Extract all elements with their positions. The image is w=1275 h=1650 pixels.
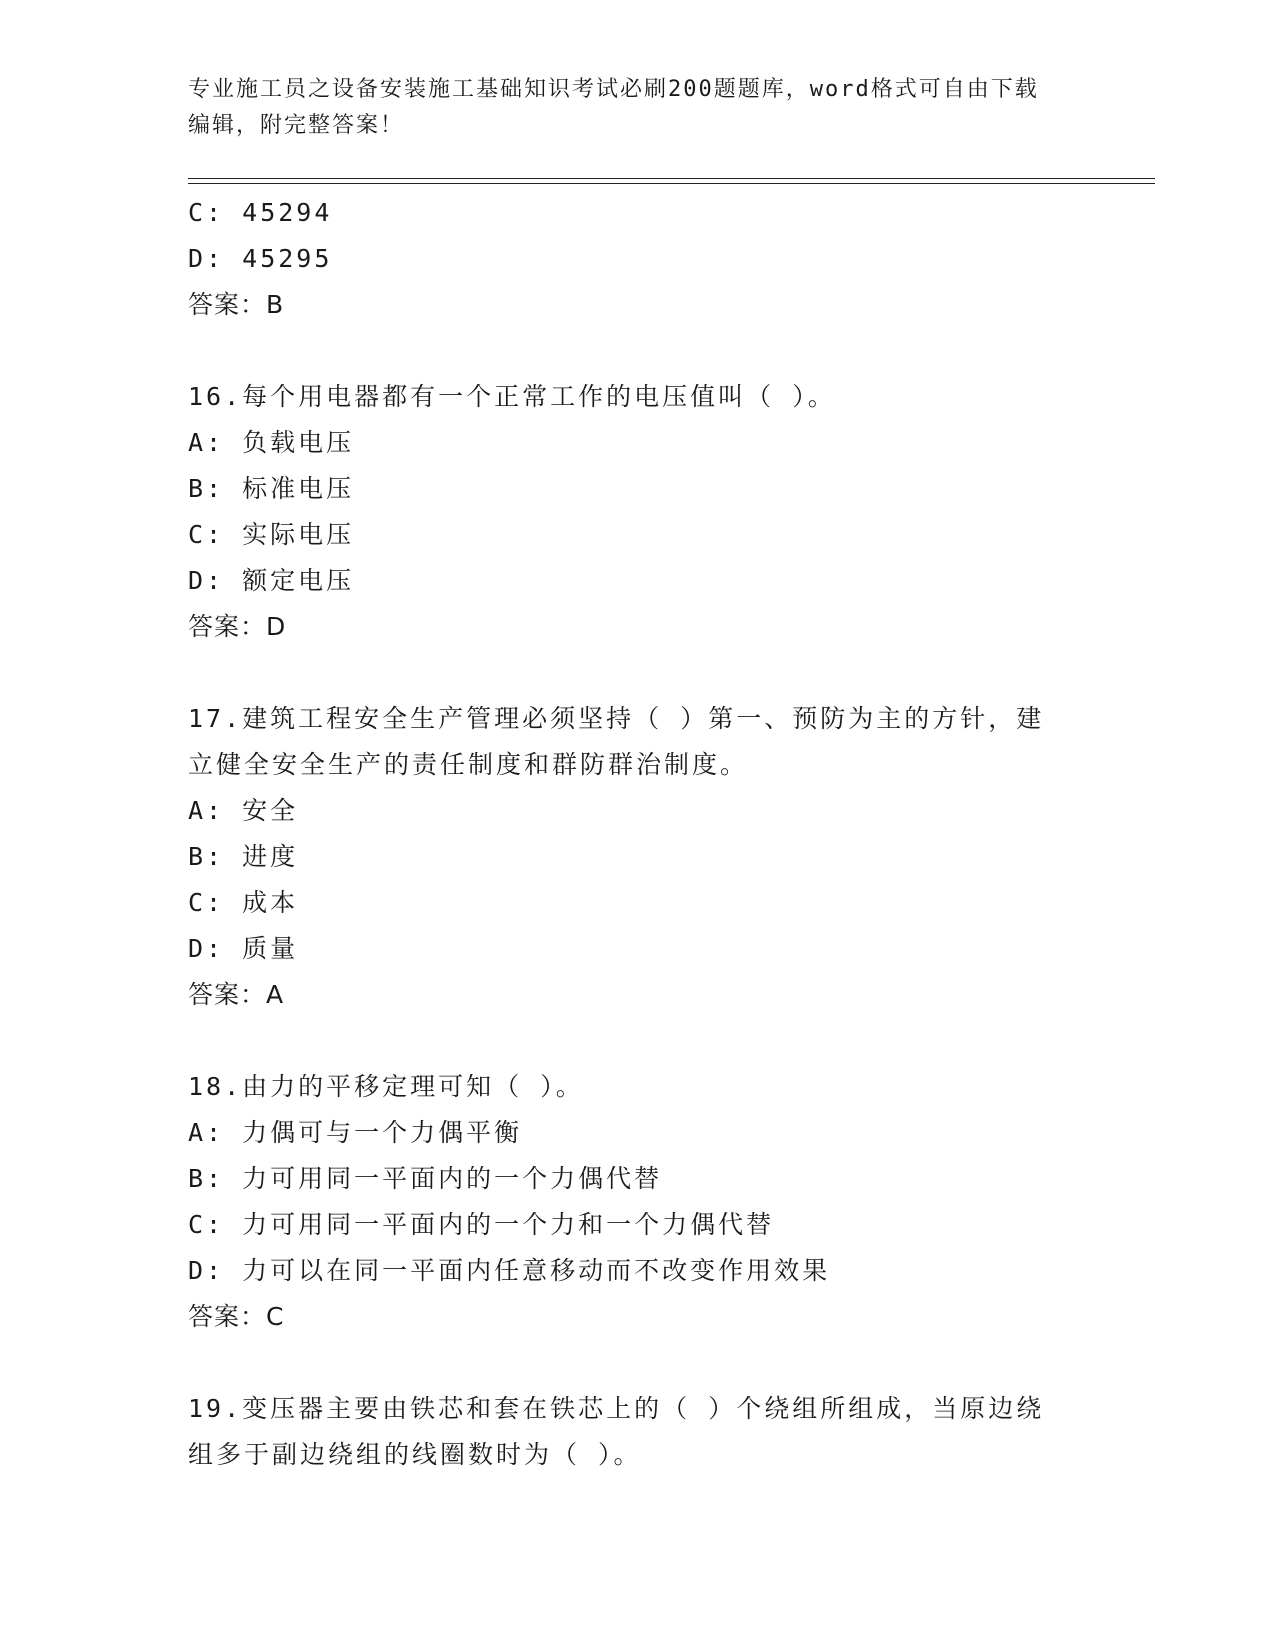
option-a: A: 负载电压 xyxy=(188,428,355,457)
option-d: D: 额定电压 xyxy=(188,566,355,595)
answer-line: 答案：B xyxy=(188,290,285,319)
spacer xyxy=(188,650,1068,696)
option-d: D: 质量 xyxy=(188,934,299,963)
option-c: C: 成本 xyxy=(188,888,299,917)
question-text-line-1: 19.变压器主要由铁芯和套在铁芯上的（ ）个绕组所组成，当原边绕 xyxy=(188,1394,1045,1423)
option-b: B: 标准电压 xyxy=(188,474,355,503)
option-c: C: 45294 xyxy=(188,198,333,227)
question-text: 16.每个用电器都有一个正常工作的电压值叫（ ）。 xyxy=(188,382,836,411)
question-16 xyxy=(188,374,1068,650)
question-17 xyxy=(188,696,1068,1018)
question-19 xyxy=(188,1386,1068,1478)
question-list xyxy=(188,190,1068,1478)
header-title-line-2: 编辑，附完整答案！ xyxy=(188,113,405,138)
spacer xyxy=(188,1340,1068,1386)
spacer xyxy=(188,1018,1068,1064)
option-b: B: 进度 xyxy=(188,842,299,871)
question-15 xyxy=(188,190,1068,328)
answer-line: 答案：C xyxy=(188,1302,285,1331)
option-d: D: 45295 xyxy=(188,244,333,273)
option-d: D: 力可以在同一平面内任意移动而不改变作用效果 xyxy=(188,1256,831,1285)
header-divider-top xyxy=(188,178,1155,179)
option-c: C: 实际电压 xyxy=(188,520,355,549)
option-a: A: 力偶可与一个力偶平衡 xyxy=(188,1118,523,1147)
answer-line: 答案：A xyxy=(188,980,285,1009)
document-header xyxy=(188,72,1068,144)
header-title-line-1: 专业施工员之设备安装施工基础知识考试必刷200题题库，word格式可自由下载 xyxy=(188,77,1039,102)
header-divider-bottom xyxy=(188,183,1155,184)
answer-line: 答案：D xyxy=(188,612,287,641)
option-a: A: 安全 xyxy=(188,796,299,825)
spacer xyxy=(188,328,1068,374)
question-18 xyxy=(188,1064,1068,1340)
option-b: B: 力可用同一平面内的一个力偶代替 xyxy=(188,1164,663,1193)
option-c: C: 力可用同一平面内的一个力和一个力偶代替 xyxy=(188,1210,775,1239)
question-text-line-2: 立健全安全生产的责任制度和群防群治制度。 xyxy=(188,750,749,779)
question-text-line-2: 组多于副边绕组的线圈数时为（ ）。 xyxy=(188,1440,642,1469)
question-text-line-1: 17.建筑工程安全生产管理必须坚持（ ）第一、预防为主的方针，建 xyxy=(188,704,1045,733)
question-text: 18.由力的平移定理可知（ ）。 xyxy=(188,1072,584,1101)
